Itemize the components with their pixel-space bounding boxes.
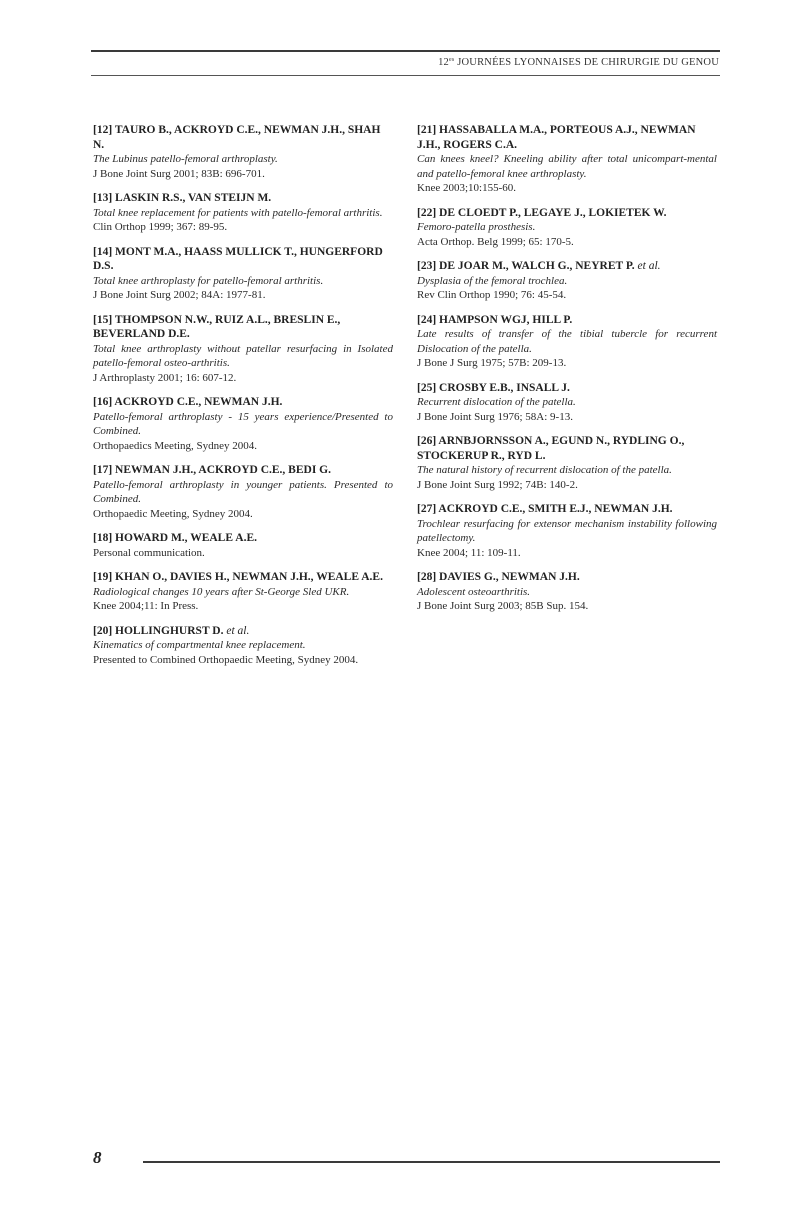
reference-title: Radiological changes 10 years after St-George Sled UKR.: [93, 585, 350, 598]
reference-title: Late results of transfer of the tibial tubercle for recurrent Dislocation of the patella.: [417, 328, 717, 355]
reference-source: Presented to Combined Orthopaedic Meeting, Sydney 2004.: [93, 653, 359, 666]
reference-title: Femoro-patella prosthesis.: [417, 221, 536, 233]
reference-authors: [93, 123, 393, 152]
reference-source: J Bone Joint Surg 2001; 83B: 696-701.: [93, 167, 265, 180]
reference-authors: [417, 381, 717, 396]
reference-entry: [93, 123, 393, 181]
reference-authors: [93, 570, 393, 585]
reference-title: Total knee replacement for patients with patello-femoral arthritis.: [93, 206, 383, 219]
references-left-column: [93, 123, 393, 677]
reference-authors-text: [18] HOWARD M., WEALE A.E.: [93, 532, 257, 544]
reference-authors: [93, 245, 393, 274]
reference-authors-text: [25] CROSBY E.B., INSALL J.: [417, 381, 570, 394]
page-number: 8: [93, 1148, 102, 1167]
reference-et-al: et al.: [226, 624, 250, 637]
reference-source: Acta Orthop. Belg 1999; 65: 170-5.: [417, 235, 574, 248]
reference-title: The Lubinus patello-femoral arthroplasty.: [93, 153, 278, 165]
reference-title: Patello-femoral arthroplasty in younger patients. Presented to Combined.: [93, 478, 393, 505]
reference-title: Recurrent dislocation of the patella.: [417, 396, 576, 408]
reference-title: Patello-femoral arthroplasty - 15 years experience/Presented to Combined.: [93, 410, 393, 437]
reference-authors: [417, 123, 717, 152]
reference-entry: [417, 434, 717, 492]
reference-authors-text: [13] LASKIN R.S., VAN STEIJN M.: [93, 192, 272, 204]
header-rule-top: [91, 50, 720, 52]
reference-source: Personal communication.: [93, 546, 205, 559]
reference-authors: [93, 395, 393, 410]
reference-title: Trochlear resurfacing for extensor mechanism instability following patellectomy.: [417, 517, 717, 544]
reference-source: J Bone J Surg 1975; 57B: 209-13.: [417, 357, 567, 369]
reference-title: The natural history of recurrent dislocation of the patella.: [417, 464, 672, 476]
reference-authors-text: [15] THOMPSON N.W., RUIZ A.L., BRESLIN E., BEVERLAND D.E.: [93, 313, 341, 340]
reference-entry: [93, 313, 393, 386]
header-number: 12: [438, 57, 449, 68]
reference-entry: [93, 463, 393, 521]
reference-entry: [417, 123, 717, 196]
header-superscript: es: [449, 57, 455, 63]
reference-source: J Bone Joint Surg 2002; 84A: 1977-81.: [93, 289, 266, 301]
reference-source: Orthopaedic Meeting, Sydney 2004.: [93, 507, 253, 520]
reference-authors: [417, 434, 717, 463]
references-right-column: [417, 123, 717, 624]
reference-authors-text: [24] HAMPSON WGJ, HILL P.: [417, 313, 573, 326]
reference-source: Clin Orthop 1999; 367: 89-95.: [93, 221, 228, 233]
reference-authors-text: [14] MONT M.A., HAASS MULLICK T., HUNGERFORD D.S.: [93, 245, 383, 272]
reference-authors: [93, 624, 393, 639]
reference-title: Adolescent osteoarthritis.: [417, 585, 531, 598]
reference-entry: [417, 206, 717, 250]
reference-title: Can knees kneel? Kneeling ability after total unicompart-mental and patello-femoral knee arthroplasty.: [417, 153, 717, 180]
reference-entry: [93, 191, 393, 235]
reference-title: Kinematics of compartmental knee replacement.: [93, 639, 306, 651]
reference-source: Orthopaedics Meeting, Sydney 2004.: [93, 439, 258, 452]
reference-title: Dysplasia of the femoral trochlea.: [417, 274, 568, 287]
reference-source: J Bone Joint Surg 1992; 74B: 140-2.: [417, 478, 578, 491]
reference-authors-text: [23] DE JOAR M., WALCH G., NEYRET P.: [417, 260, 638, 272]
reference-authors: [93, 191, 393, 206]
reference-source: Knee 2004; 11: 109-11.: [417, 546, 521, 559]
reference-authors: [93, 313, 393, 342]
reference-authors-text: [27] ACKROYD C.E., SMITH E.J., NEWMAN J.H.: [417, 503, 673, 515]
reference-source: Rev Clin Orthop 1990; 76: 45-54.: [417, 289, 567, 301]
footer-rule: [143, 1161, 720, 1163]
reference-authors: [417, 206, 717, 221]
header-text: JOURNÉES LYONNAISES DE CHIRURGIE DU GENOU: [454, 57, 719, 68]
reference-entry: [417, 259, 717, 303]
reference-authors-text: [26] ARNBJORNSSON A., EGUND N., RYDLING O., STOCKERUP R., RYD L.: [417, 435, 685, 462]
reference-authors-text: [28] DAVIES G., NEWMAN J.H.: [417, 571, 580, 583]
reference-entry: [93, 570, 393, 614]
reference-authors-text: [20] HOLLINGHURST D.: [93, 624, 227, 637]
reference-authors-text: [16] ACKROYD C.E., NEWMAN J.H.: [93, 396, 283, 408]
reference-authors: [417, 502, 717, 517]
reference-authors: [93, 531, 393, 546]
reference-authors-text: [12] TAURO B., ACKROYD C.E., NEWMAN J.H., SHAH N.: [93, 124, 381, 151]
reference-source: J Arthroplasty 2001; 16: 607-12.: [93, 371, 237, 384]
reference-source: Knee 2004;11: In Press.: [93, 600, 199, 612]
reference-entry: [93, 245, 393, 303]
reference-authors: [93, 463, 393, 478]
reference-entry: [93, 395, 393, 453]
reference-et-al: et al.: [637, 260, 661, 272]
header-rule-bottom: [91, 75, 720, 76]
reference-entry: [93, 531, 393, 560]
reference-title: Total knee arthroplasty for patello-femoral arthritis.: [93, 274, 324, 287]
reference-authors: [417, 259, 717, 274]
reference-authors-text: [19] KHAN O., DAVIES H., NEWMAN J.H., WEALE A.E.: [93, 571, 383, 583]
running-header: [438, 57, 719, 68]
reference-source: J Bone Joint Surg 1976; 58A: 9-13.: [417, 410, 573, 423]
reference-title: Total knee arthroplasty without patellar resurfacing in Isolated patello-femoral osteo-arthritis.: [93, 342, 393, 369]
reference-entry: [93, 624, 393, 668]
reference-authors-text: [22] DE CLOEDT P., LEGAYE J., LOKIETEK W.: [417, 206, 667, 219]
reference-source: J Bone Joint Surg 2003; 85B Sup. 154.: [417, 600, 589, 612]
reference-entry: [417, 381, 717, 425]
reference-source: Knee 2003;10:155-60.: [417, 182, 516, 194]
reference-authors: [417, 313, 717, 328]
reference-entry: [417, 502, 717, 560]
reference-authors: [417, 570, 717, 585]
reference-authors-text: [21] HASSABALLA M.A., PORTEOUS A.J., NEWMAN J.H., ROGERS C.A.: [417, 124, 696, 151]
reference-authors-text: [17] NEWMAN J.H., ACKROYD C.E., BEDI G.: [93, 464, 331, 476]
reference-entry: [417, 570, 717, 614]
reference-entry: [417, 313, 717, 371]
